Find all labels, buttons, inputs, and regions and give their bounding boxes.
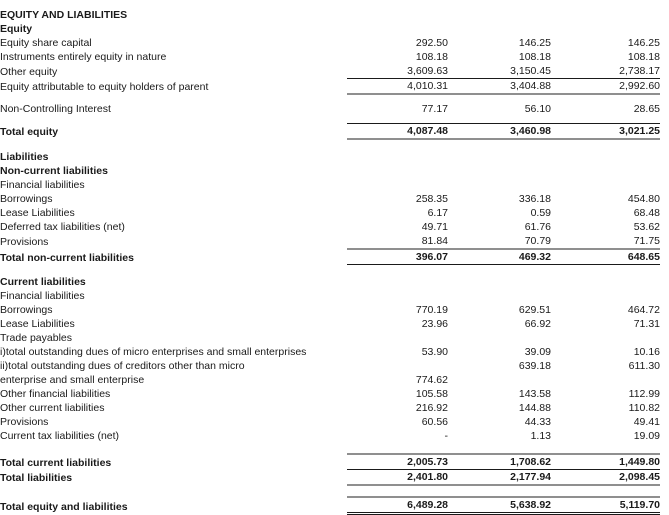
table-row-lease-liabilities-nc [0,206,669,220]
table-row-financial-liabilities-nc [0,178,669,192]
row-value-col2: 70.79 [524,235,551,247]
row-value-col3: 112.99 [628,388,660,400]
row-label: Deferred tax liabilities (net) [0,221,125,233]
row-label: Non-Controlling Interest [0,103,111,115]
spacer-row [0,485,669,497]
table-row-total-equity-and-liabilities [0,497,669,514]
row-value-col3: 110.82 [628,402,660,414]
row-label: Total current liabilities [0,456,112,469]
row-pad [660,345,669,359]
row-value-col1: 770.19 [415,304,448,316]
row-value-col3: 108.18 [627,51,660,63]
row-value-col3: 71.75 [633,235,660,247]
row-value-col1 [347,289,448,303]
row-value-col3: 28.65 [633,103,660,115]
row-label: Instruments entirely equity in nature [0,51,167,63]
row-label: Trade payables [0,332,72,344]
table-row-total-liabilities [0,470,669,486]
row-value-col1 [347,22,448,36]
table-row-total-non-current-liabilities [0,249,669,265]
row-value-col1: 23.96 [421,318,448,330]
row-value-col2: 66.92 [524,318,551,330]
table-row-borrowings-nc [0,192,669,206]
table-row-provisions-nc [0,234,669,249]
row-value-col2: 629.51 [518,304,551,316]
row-value-col2 [448,275,551,289]
table-row-liabilities-header [0,150,669,164]
row-pad [660,164,669,178]
row-value-col1 [347,275,448,289]
row-value-col1 [347,150,448,164]
row-value-col2 [448,8,551,22]
row-value-col3: 2,992.60 [551,79,660,95]
row-label: Financial liabilities [0,179,85,191]
row-value-col3: 454.80 [627,193,660,205]
row-pad [660,497,669,514]
row-pad [660,79,669,95]
table-row-instruments-entirely-equity [0,50,669,64]
row-label: Total equity and liabilities [0,500,128,513]
spacer-row [0,265,669,276]
row-value-col1: 105.58 [415,388,448,400]
row-label: EQUITY AND LIABILITIES [0,9,128,21]
row-label: Current liabilities [0,276,86,288]
row-value-col2: 61.76 [524,221,551,233]
row-label: Provisions [0,236,49,248]
table-row-equity-share-capital [0,36,669,50]
row-value-col2: 146.25 [518,37,551,49]
row-value-col1 [347,359,448,373]
row-value-col2 [448,178,551,192]
row-value-col1: 49.71 [421,221,448,233]
row-label: i)total outstanding dues of micro enterprises and small enterprises [0,346,307,358]
row-pad [660,470,669,486]
row-value-col2: 108.18 [518,51,551,63]
row-pad [660,331,669,345]
row-value-col2 [448,289,551,303]
row-value-col2: 639.18 [518,360,551,372]
row-label: ii)total outstanding dues of creditors other than micro [0,360,245,372]
row-pad [660,303,669,317]
table-row-current-tax-liabilities [0,429,669,443]
row-pad [660,206,669,220]
row-value-col2 [448,22,551,36]
row-value-col3: 10.16 [633,346,660,358]
row-value-col1 [347,178,448,192]
row-value-col1: 60.56 [421,416,448,428]
row-value-col3 [551,22,660,36]
row-label: Lease Liabilities [0,318,75,330]
row-value-col1: 2,401.80 [347,470,448,486]
table-row-deferred-tax-liabilities [0,220,669,234]
row-pad [660,22,669,36]
row-label: Financial liabilities [0,290,85,302]
balance-sheet-table [0,8,669,515]
row-value-col2: 39.09 [524,346,551,358]
row-label: Total liabilities [0,472,73,484]
table-row-borrowings-c [0,303,669,317]
row-pad [660,124,669,140]
row-value-col1: - [444,430,448,442]
row-value-col3: 464.72 [627,304,660,316]
spacer-row [0,443,669,454]
row-value-col2: 0.59 [530,207,551,219]
row-value-col1: 292.50 [415,37,448,49]
row-label: Other financial liabilities [0,388,111,400]
row-label: Current tax liabilities (net) [0,430,120,442]
row-value-col1: 6,489.28 [347,497,448,514]
row-value-col3 [551,373,660,387]
row-value-col3 [551,164,660,178]
row-pad [660,401,669,415]
row-label: Borrowings [0,304,53,316]
table-row-other-financial-liabilities [0,387,669,401]
row-pad [660,220,669,234]
row-value-col1: 53.90 [421,346,448,358]
row-value-col1: 4,010.31 [347,79,448,95]
row-pad [660,415,669,429]
row-value-col3 [551,331,660,345]
row-label: Provisions [0,416,49,428]
row-value-col3: 648.65 [551,249,660,265]
row-value-col2: 469.32 [448,249,551,265]
table-row-total-equity [0,124,669,140]
row-value-col3 [551,275,660,289]
row-value-col3: 146.25 [627,37,660,49]
row-label: Non-current liabilities [0,165,108,177]
row-value-col3 [551,8,660,22]
row-value-col3: 2,738.17 [619,65,660,77]
table-row-section-title [0,8,669,22]
row-value-col1 [347,8,448,22]
row-value-col2: 3,404.88 [448,79,551,95]
row-pad [660,50,669,64]
row-value-col3 [551,178,660,192]
row-pad [660,178,669,192]
table-row-financial-liabilities-c [0,289,669,303]
table-row-trade-payables [0,331,669,345]
row-label: Total non-current liabilities [0,251,134,264]
row-value-col3: 19.09 [633,430,660,442]
row-value-col3: 611.30 [628,360,660,372]
row-pad [660,64,669,79]
row-label: Liabilities [0,151,49,163]
row-value-col1: 396.07 [347,249,448,265]
row-value-col2 [448,150,551,164]
row-label: Equity share capital [0,37,92,49]
row-value-col1: 77.17 [421,103,448,115]
row-value-col2 [448,164,551,178]
row-value-col2: 44.33 [524,416,551,428]
row-value-col2: 143.58 [518,388,551,400]
row-pad [660,150,669,164]
table-row-trade-payables-micro [0,345,669,359]
row-pad [660,234,669,249]
row-pad [660,8,669,22]
table-row-non-current-liabilities-header [0,164,669,178]
row-value-col3: 2,098.45 [551,470,660,486]
row-pad [660,429,669,443]
row-value-col2: 144.88 [518,402,551,414]
row-pad [660,359,669,373]
row-pad [660,387,669,401]
row-value-col1: 6.17 [427,207,448,219]
row-label: Total equity [0,126,59,138]
row-label: Lease Liabilities [0,207,75,219]
row-value-col2: 336.18 [518,193,551,205]
row-pad [660,36,669,50]
table-row-current-liabilities-header [0,275,669,289]
spacer-row [0,139,669,150]
table-row-provisions-c [0,415,669,429]
row-value-col1: 774.62 [415,374,448,386]
row-value-col3 [551,289,660,303]
row-value-col3 [551,150,660,164]
row-pad [660,275,669,289]
row-value-col1: 108.18 [415,51,448,63]
row-label: Other equity [0,65,58,78]
row-label: Borrowings [0,193,53,205]
row-value-col1: 4,087.48 [347,124,448,140]
row-value-col2: 1,708.62 [448,454,551,470]
row-value-col2: 1.13 [530,430,551,442]
table-row-trade-payables-others-line2 [0,373,669,387]
row-pad [660,102,669,116]
table-row-equity-header [0,22,669,36]
row-value-col1: 81.84 [421,235,448,247]
table-row-other-current-liabilities [0,401,669,415]
row-value-col1 [347,164,448,178]
row-value-col2: 3,150.45 [510,65,551,77]
row-value-col1: 216.92 [415,402,448,414]
row-pad [660,373,669,387]
row-value-col2: 3,460.98 [448,124,551,140]
table-row-trade-payables-others-line1 [0,359,669,373]
row-value-col3: 49.41 [633,416,660,428]
row-value-col1: 2,005.73 [347,454,448,470]
row-value-col2 [448,373,551,387]
row-value-col2: 5,638.92 [448,497,551,514]
row-value-col3: 71.31 [633,318,660,330]
row-value-col3: 68.48 [633,207,660,219]
row-label: Equity [0,23,33,35]
row-value-col1: 3,609.63 [407,65,448,77]
row-pad [660,317,669,331]
row-value-col1: 258.35 [415,193,448,205]
table-row-total-current-liabilities [0,454,669,470]
row-label: enterprise and small enterprise [0,374,145,386]
row-value-col3: 53.62 [633,221,660,233]
row-value-col3: 5,119.70 [551,497,660,514]
row-value-col3: 3,021.25 [551,124,660,140]
table-row-other-equity [0,64,669,79]
row-pad [660,249,669,265]
row-pad [660,454,669,470]
row-value-col2: 2,177.94 [448,470,551,486]
row-pad [660,192,669,206]
row-label: Other current liabilities [0,402,105,414]
row-pad [660,289,669,303]
table-row-lease-liabilities-c [0,317,669,331]
table-row-non-controlling-interest [0,102,669,116]
row-value-col1 [347,331,448,345]
row-label: Equity attributable to equity holders of parent [0,81,209,93]
table-row-equity-attributable [0,79,669,95]
spacer-row [0,116,669,124]
spacer-row [0,94,669,102]
row-value-col2: 56.10 [524,103,551,115]
row-value-col3: 1,449.80 [551,454,660,470]
row-value-col2 [448,331,551,345]
